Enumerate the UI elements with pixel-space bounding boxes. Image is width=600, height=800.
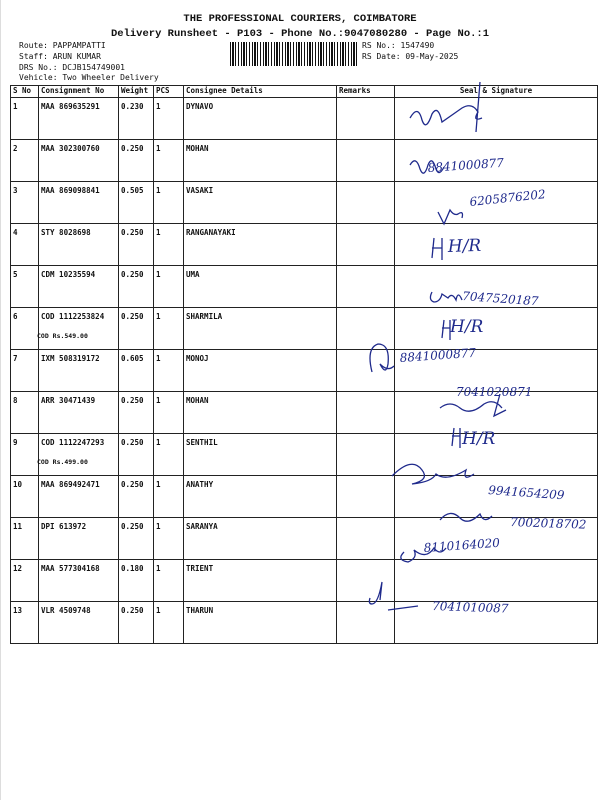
consignee-cell-text: UMA [186, 270, 200, 279]
table-row [11, 140, 598, 182]
handwritten-note: H/R [450, 317, 484, 337]
consignee-cell [184, 182, 337, 224]
pcs-cell [154, 266, 184, 308]
handwritten-note: 7041010087 [431, 599, 509, 616]
pcs-cell-text: 1 [156, 354, 161, 363]
sno-cell-text: 6 [13, 312, 18, 321]
sno-cell-text: 13 [13, 606, 23, 615]
remarks-cell [337, 476, 395, 518]
pcs-cell [154, 224, 184, 266]
consignment-cell [39, 308, 119, 350]
signature-cell [395, 518, 598, 560]
consignment-cell-text: MAA 869635291 [41, 102, 100, 111]
weight-cell-text: 0.250 [121, 606, 144, 615]
signature-cell [395, 392, 598, 434]
table-row [11, 392, 598, 434]
pcs-cell [154, 518, 184, 560]
sno-cell [11, 392, 39, 434]
table-row [11, 476, 598, 518]
sno-cell [11, 476, 39, 518]
weight-cell-text: 0.250 [121, 480, 144, 489]
sno-cell [11, 266, 39, 308]
weight-cell-text: 0.505 [121, 186, 144, 195]
sno-cell-text: 11 [13, 522, 23, 531]
consignment-cell [39, 392, 119, 434]
remarks-cell [337, 140, 395, 182]
remarks-cell [337, 602, 395, 644]
handwritten-note: 9941654209 [487, 483, 565, 503]
weight-cell-text: 0.250 [121, 312, 144, 321]
signature-cell [395, 98, 598, 140]
vehicle-label: Vehicle: Two Wheeler Delivery [19, 73, 159, 82]
sno-cell-text: 2 [13, 144, 18, 153]
sno-cell-text: 8 [13, 396, 18, 405]
pcs-cell [154, 560, 184, 602]
consignee-cell [184, 98, 337, 140]
sno-cell-text: 9 [13, 438, 18, 447]
sno-cell [11, 350, 39, 392]
pcs-cell [154, 434, 184, 476]
consignment-cell [39, 140, 119, 182]
weight-cell [119, 518, 154, 560]
drs-number: DRS No.: DCJB154749001 [19, 63, 125, 72]
consignment-cell-text: STY 8028698 [41, 228, 91, 237]
consignee-cell [184, 224, 337, 266]
weight-cell [119, 560, 154, 602]
sno-cell [11, 308, 39, 350]
consignment-cell-text: IXM 508319172 [41, 354, 100, 363]
signature-cell [395, 602, 598, 644]
runsheet-table [10, 85, 598, 644]
consignee-cell [184, 476, 337, 518]
signature-cell [395, 182, 598, 224]
handwritten-note: H/R [462, 429, 496, 449]
signature-cell [395, 350, 598, 392]
table-row [11, 350, 598, 392]
handwritten-note: 7002018702 [509, 515, 587, 532]
weight-cell [119, 350, 154, 392]
pcs-cell-text: 1 [156, 228, 161, 237]
consignee-cell-text: SENTHIL [186, 438, 218, 447]
sno-cell-text: 1 [13, 102, 18, 111]
consignee-cell-text: MOHAN [186, 144, 209, 153]
consignee-cell-text: DYNAVO [186, 102, 214, 111]
pcs-cell-text: 1 [156, 102, 161, 111]
consignment-cell [39, 98, 119, 140]
pcs-cell-text: 1 [156, 186, 161, 195]
remarks-cell [337, 308, 395, 350]
consignment-cell-text: CDM 10235594 [41, 270, 96, 279]
handwritten-note: 8841000877 [399, 345, 477, 365]
remarks-cell [337, 392, 395, 434]
route-label: Route: PAPPAMPATTI [19, 41, 106, 50]
signature-cell [395, 476, 598, 518]
consignee-cell-text: VASAKI [186, 186, 214, 195]
consignment-cell [39, 350, 119, 392]
consignment-cell-text: MAA 302300760 [41, 144, 100, 153]
pcs-cell-text: 1 [156, 438, 161, 447]
weight-cell-text: 0.605 [121, 354, 144, 363]
staff-label: Staff: ARUN KUMAR [19, 52, 101, 61]
pcs-cell-text: 1 [156, 606, 161, 615]
weight-cell [119, 224, 154, 266]
sno-cell-text: 7 [13, 354, 18, 363]
pcs-cell-text: 1 [156, 522, 161, 531]
table-row [11, 308, 598, 350]
pcs-cell [154, 392, 184, 434]
table-row [11, 182, 598, 224]
weight-cell-text: 0.250 [121, 396, 144, 405]
sno-cell [11, 182, 39, 224]
weight-cell-text: 0.250 [121, 270, 144, 279]
consignment-cell [39, 224, 119, 266]
consignment-cell-text: MAA 869098841 [41, 186, 100, 195]
sno-cell [11, 602, 39, 644]
weight-cell [119, 98, 154, 140]
table-row [11, 560, 598, 602]
signature-cell [395, 140, 598, 182]
consignee-cell [184, 518, 337, 560]
consignment-cell-text: MAA 577304168 [41, 564, 100, 573]
pcs-cell [154, 182, 184, 224]
table-row [11, 266, 598, 308]
sno-cell [11, 98, 39, 140]
cod-amount: COD Rs.499.00 [37, 458, 88, 466]
consignment-cell-text: COD 1112253824 [41, 312, 105, 321]
consignee-cell-text: MONOJ [186, 354, 209, 363]
barcode [230, 42, 358, 66]
weight-cell-text: 0.250 [121, 438, 144, 447]
rs-number: RS No.: 1547490 [362, 41, 435, 50]
pcs-cell [154, 308, 184, 350]
sno-cell-text: 10 [13, 480, 23, 489]
weight-cell-text: 0.180 [121, 564, 144, 573]
weight-cell [119, 182, 154, 224]
weight-cell [119, 266, 154, 308]
weight-cell [119, 434, 154, 476]
table-header-row [11, 86, 598, 98]
consignee-cell [184, 392, 337, 434]
consignment-cell [39, 182, 119, 224]
remarks-cell [337, 560, 395, 602]
consignee-cell-text: RANGANAYAKI [186, 228, 236, 237]
weight-cell [119, 476, 154, 518]
consignment-cell-text: COD 1112247293 [41, 438, 105, 447]
consignment-cell [39, 602, 119, 644]
pcs-cell [154, 98, 184, 140]
weight-cell-text: 0.250 [121, 522, 144, 531]
pcs-cell-text: 1 [156, 564, 161, 573]
weight-cell [119, 602, 154, 644]
remarks-cell [337, 350, 395, 392]
consignment-cell [39, 560, 119, 602]
rs-date: RS Date: 09-May-2025 [362, 52, 459, 61]
consignee-cell-text: TRIENT [186, 564, 214, 573]
handwritten-note: 7041020871 [456, 385, 533, 399]
consignee-cell-text: SHARMILA [186, 312, 223, 321]
sno-cell [11, 560, 39, 602]
weight-cell-text: 0.250 [121, 228, 144, 237]
signature-cell [395, 434, 598, 476]
table-row [11, 98, 598, 140]
pcs-cell-text: 1 [156, 270, 161, 279]
consignment-cell [39, 434, 119, 476]
sno-cell [11, 518, 39, 560]
consignee-cell-text: ANATHY [186, 480, 214, 489]
handwritten-note: H/R [447, 235, 482, 257]
consignee-cell-text: MOHAN [186, 396, 209, 405]
consignment-cell-text: ARR 30471439 [41, 396, 96, 405]
consignment-cell [39, 266, 119, 308]
table-row [11, 434, 598, 476]
sno-cell [11, 434, 39, 476]
weight-cell [119, 308, 154, 350]
pcs-cell [154, 476, 184, 518]
consignment-cell [39, 518, 119, 560]
remarks-cell [337, 182, 395, 224]
consignee-cell [184, 434, 337, 476]
sno-cell [11, 224, 39, 266]
sno-cell-text: 12 [13, 564, 23, 573]
company-title: THE PROFESSIONAL COURIERS, COIMBATORE [183, 13, 417, 25]
pcs-cell-text: 1 [156, 144, 161, 153]
signature-cell [395, 308, 598, 350]
col-consignee: Consignee Details [184, 86, 337, 98]
table-row [11, 518, 598, 560]
signature-cell [395, 224, 598, 266]
col-pcs: PCS [154, 86, 184, 98]
consignment-cell [39, 476, 119, 518]
col-signature: Seal & Signature [395, 86, 598, 98]
table-row [11, 602, 598, 644]
pcs-cell-text: 1 [156, 480, 161, 489]
pcs-cell [154, 350, 184, 392]
consignee-cell [184, 560, 337, 602]
pcs-cell-text: 1 [156, 312, 161, 321]
remarks-cell [337, 518, 395, 560]
col-weight: Weight [119, 86, 154, 98]
sno-cell-text: 5 [13, 270, 18, 279]
consignee-cell [184, 140, 337, 182]
table-row [11, 224, 598, 266]
scan-edge [0, 0, 1, 800]
weight-cell [119, 140, 154, 182]
consignee-cell [184, 308, 337, 350]
signature-cell [395, 266, 598, 308]
pcs-cell-text: 1 [156, 396, 161, 405]
col-consignment: Consignment No [39, 86, 119, 98]
consignment-cell-text: MAA 869492471 [41, 480, 100, 489]
col-remarks: Remarks [337, 86, 395, 98]
consignment-cell-text: VLR 4509748 [41, 606, 91, 615]
consignee-cell [184, 266, 337, 308]
remarks-cell [337, 98, 395, 140]
consignee-cell [184, 350, 337, 392]
handwritten-note: 7047520187 [461, 289, 539, 309]
remarks-cell [337, 224, 395, 266]
cod-amount: COD Rs.549.00 [37, 332, 88, 340]
pcs-cell [154, 602, 184, 644]
handwritten-note: 8110164020 [423, 535, 501, 555]
weight-cell-text: 0.230 [121, 102, 144, 111]
consignment-cell-text: DPI 613972 [41, 522, 87, 531]
pcs-cell [154, 140, 184, 182]
runsheet-subtitle: Delivery Runsheet - P103 - Phone No.:9047080280 - Page No.:1 [110, 28, 490, 40]
handwritten-note: 8841000877 [427, 155, 505, 175]
consignee-cell-text: THARUN [186, 606, 214, 615]
handwritten-note: 6205876202 [468, 187, 547, 209]
signature-cell [395, 560, 598, 602]
weight-cell [119, 392, 154, 434]
remarks-cell [337, 266, 395, 308]
sno-cell [11, 140, 39, 182]
remarks-cell [337, 434, 395, 476]
sno-cell-text: 3 [13, 186, 18, 195]
consignee-cell [184, 602, 337, 644]
consignee-cell-text: SARANYA [186, 522, 218, 531]
weight-cell-text: 0.250 [121, 144, 144, 153]
col-sno: S No [11, 86, 39, 98]
sno-cell-text: 4 [13, 228, 18, 237]
